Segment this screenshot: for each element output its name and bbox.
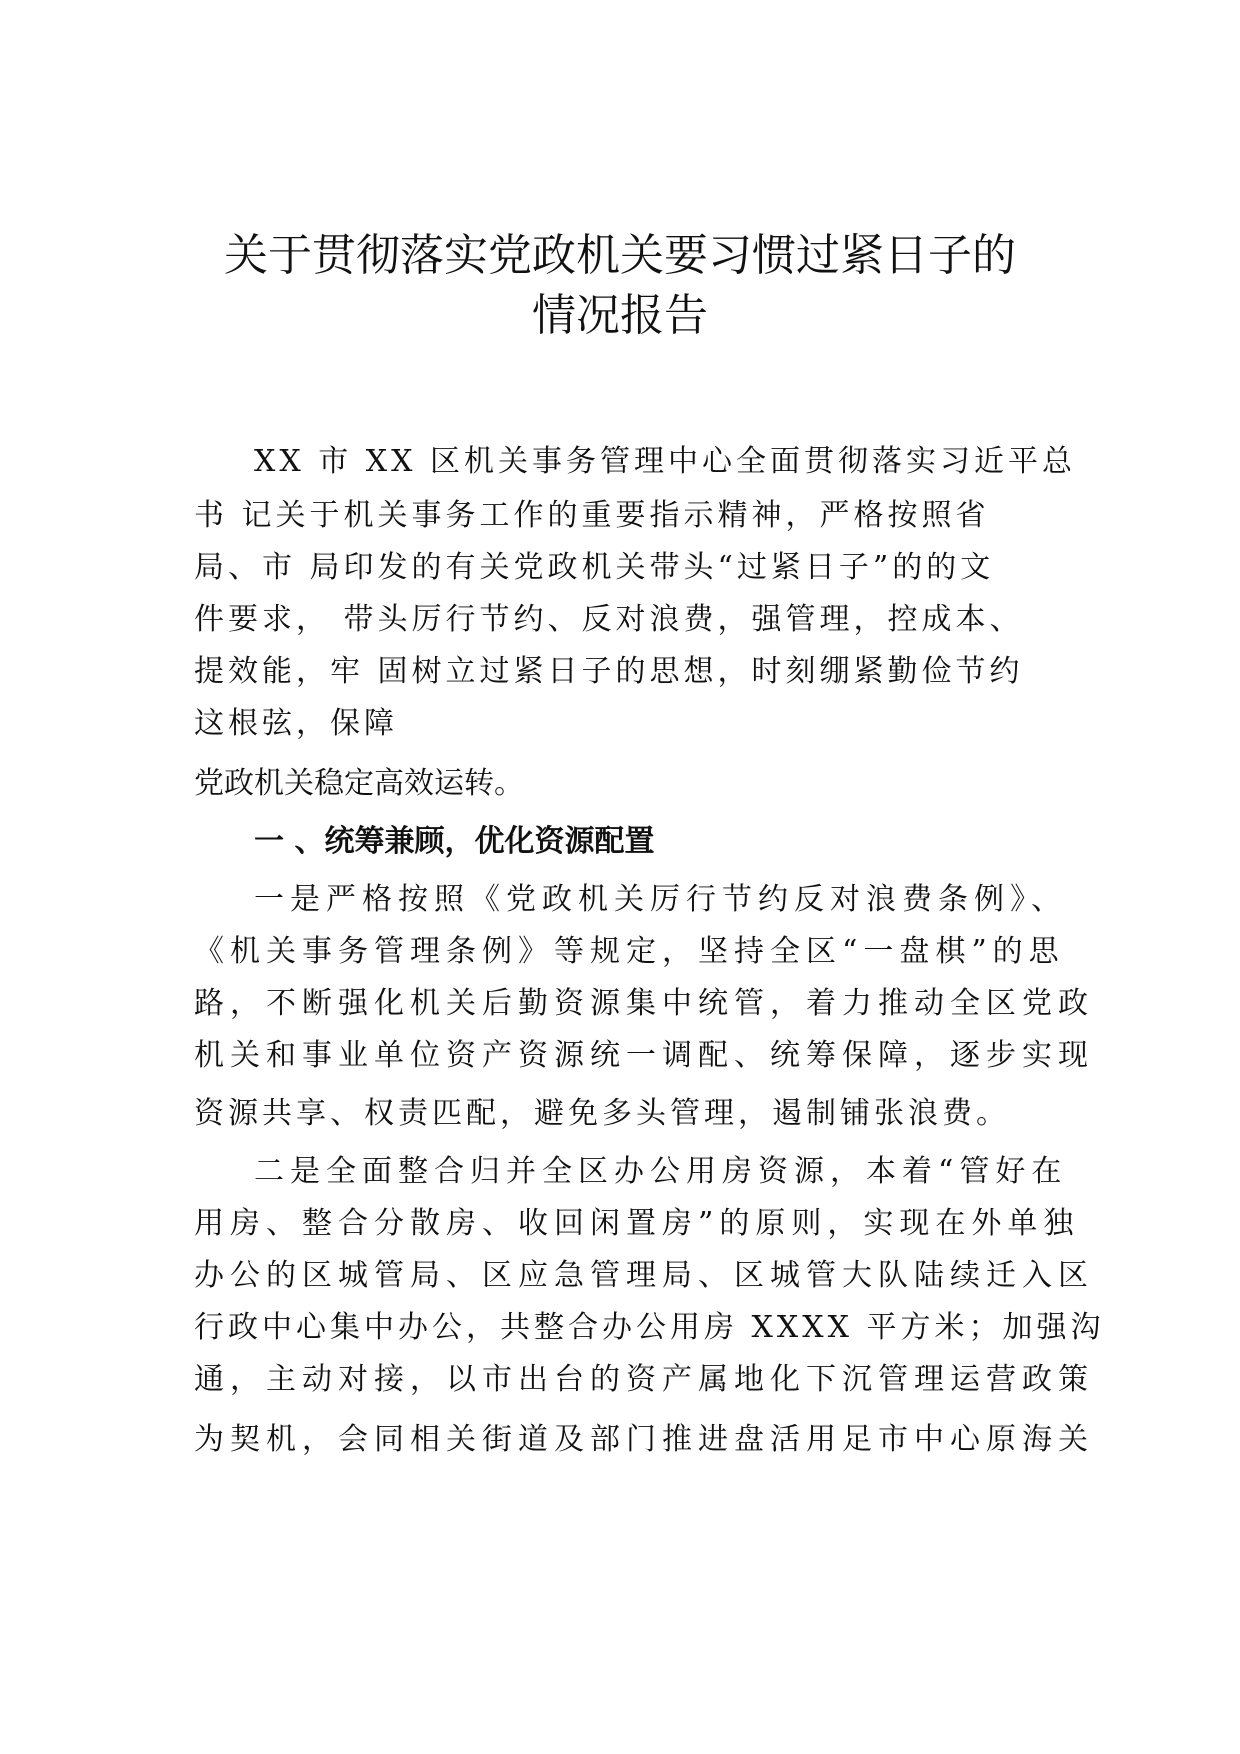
paragraph-line: 资源共享、权责匹配，避免多头管理，遏制铺张浪费。 — [194, 1096, 1010, 1131]
intro-line: 局、市 局印发的有关党政机关带头“过紧日子”的的文 — [194, 550, 995, 585]
paragraph-line: 机关和事业单位资产资源统一调配、统筹保障，逐步实现 — [194, 1038, 1094, 1073]
intro-line: XX 市 XX 区机关事务管理中心全面贯彻落实习近平总 — [254, 444, 1077, 479]
paragraph-line: 路，不断强化机关后勤资源集中统管，着力推动全区党政 — [194, 986, 1094, 1021]
document-title-line-2: 情况报告 — [532, 290, 708, 341]
paragraph-line: 行政中心集中办公，共整合办公用房 XXXX 平方米；加强沟 — [194, 1310, 1105, 1345]
section-heading: 一 、统筹兼顾，优化资源配置 — [254, 824, 655, 859]
intro-line: 这根弦，保障 — [194, 706, 398, 741]
paragraph-line: 通，主动对接，以市出台的资产属地化下沉管理运营政策 — [194, 1362, 1094, 1397]
intro-line: 提效能，牢 固树立过紧日子的思想，时刻绷紧勤俭节约 — [194, 654, 1024, 689]
paragraph-line: 二是全面整合归并全区办公用房资源，本着“管好在 — [254, 1154, 1068, 1189]
intro-line: 书 记关于机关事务工作的重要指示精神，严格按照省 — [194, 498, 990, 533]
paragraph-line: 用房、整合分散房、收回闲置房”的原则，实现在外单独 — [194, 1206, 1080, 1241]
paragraph-line: 为契机，会同相关街道及部门推进盘活用足市中心原海关 — [194, 1422, 1094, 1457]
intro-line: 党政机关稳定高效运转。 — [194, 766, 524, 801]
intro-line: 件要求， 带头厉行节约、反对浪费，强管理，控成本、 — [194, 602, 1024, 637]
paragraph-line: 《机关事务管理条例》等规定，坚持全区“一盘棋”的思 — [194, 934, 1065, 969]
document-title-line-1: 关于贯彻落实党政机关要习惯过紧日子的 — [224, 230, 1016, 281]
paragraph-line: 一是严格按照《党政机关厉行节约反对浪费条例》、 — [254, 882, 1067, 917]
paragraph-line: 办公的区城管局、区应急管理局、区城管大队陆续迁入区 — [194, 1258, 1094, 1293]
